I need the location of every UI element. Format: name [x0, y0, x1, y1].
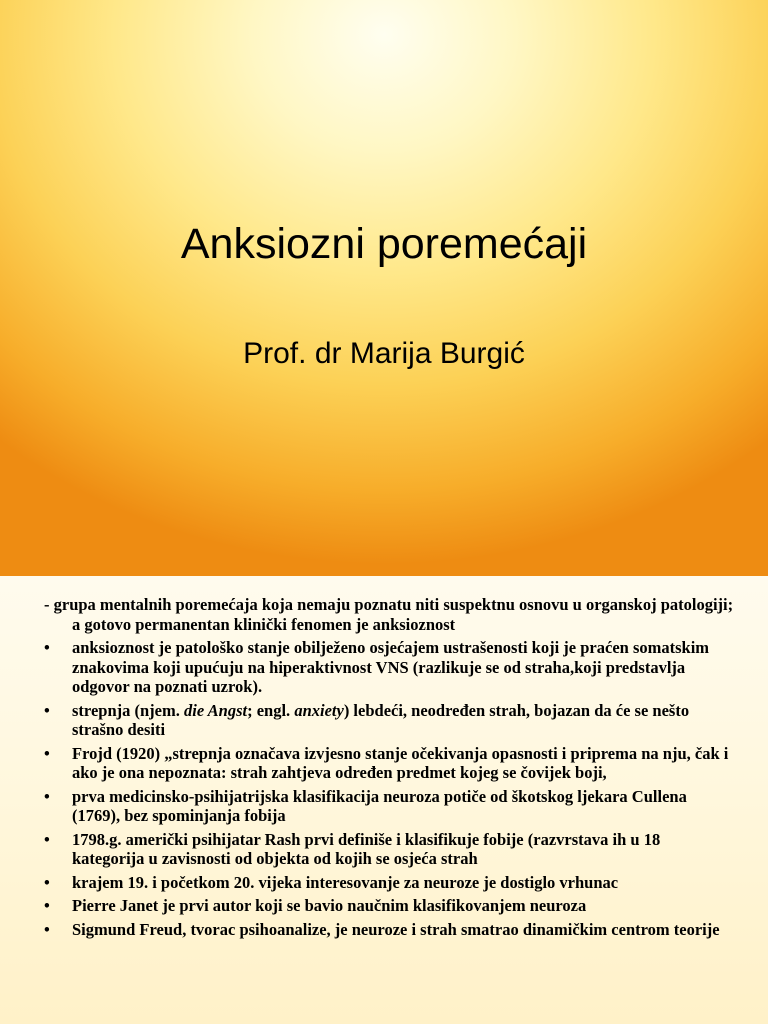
list-item-text: krajem 19. i početkom 20. vijeka interesovanje za neuroze je dostiglo vrhunac	[72, 872, 619, 892]
bullet-list	[44, 638, 734, 939]
bullet-icon: •	[44, 829, 50, 849]
bullet-icon: •	[44, 919, 50, 939]
list-item-text-german: die Angst	[183, 700, 248, 720]
list-item-text-pre: strepnja (njem.	[72, 700, 184, 720]
slide-title: Anksiozni poremećaji	[180, 220, 588, 268]
list-item-text: Frojd (1920) „strepnja označava izvjesno stanje očekivanja opasnosti i priprema na nju, čak i ako je ona nepoznata: strah zahtjeva određen predmet kojeg se čovijek boji,	[72, 743, 729, 782]
slide-body	[44, 595, 734, 943]
list-item	[44, 830, 734, 869]
list-item-text-english: anxiety	[294, 700, 344, 720]
list-item	[44, 701, 734, 740]
intro-paragraph: - grupa mentalnih poremećaja koja nemaju poznatu niti suspektnu osnovu u organskoj patologiji; a gotovo permanentan klinički fenomen je anksioznost	[44, 595, 734, 634]
slide-subtitle: Prof. dr Marija Burgić	[243, 337, 525, 370]
list-item-text: anksioznost je patološko stanje obilježeno osjećajem ustrašenosti koji je praćen somatskim znakovima koji upućuju na hiperaktivnost VNS (razlikuje se od straha,koji predstavlja odgovor na poznati uzrok).	[72, 638, 710, 696]
bullet-icon: •	[44, 638, 50, 657]
bullet-icon: •	[44, 743, 50, 763]
list-item-text: Pierre Janet je prvi autor koji se bavio naučnim klasifikovanjem neuroza	[72, 896, 587, 915]
bullet-icon: •	[44, 872, 50, 892]
list-item	[44, 896, 734, 916]
list-item-text: prva medicinsko-psihijatrijska klasifikacija neuroza potiče od škotskog ljekara Cullena (1769), bez spominjanja fobija	[72, 786, 687, 825]
list-item	[44, 787, 734, 826]
list-item	[44, 638, 734, 697]
list-item-text: Sigmund Freud, tvorac psihoanalize, je neuroze i strah smatrao dinamičkim centrom teorije	[72, 919, 720, 939]
list-item-text-mid: ; engl.	[247, 700, 295, 720]
bullet-icon: •	[44, 896, 50, 915]
bullet-icon: •	[44, 786, 50, 806]
list-item	[44, 744, 734, 783]
list-item	[44, 873, 734, 893]
list-item-text-post: ) lebdeći, neodređen strah, bojazan da će se nešto strašno desiti	[72, 700, 690, 739]
content-slide	[0, 576, 768, 1024]
bullet-icon: •	[44, 700, 50, 720]
list-item	[44, 920, 734, 940]
list-item-text: 1798.g. američki psihijatar Rash prvi definiše i klasifikuje fobije (razvrstava ih u 18 kategorija u zavisnosti od objekta od kojih se osjeća strah	[72, 829, 661, 868]
